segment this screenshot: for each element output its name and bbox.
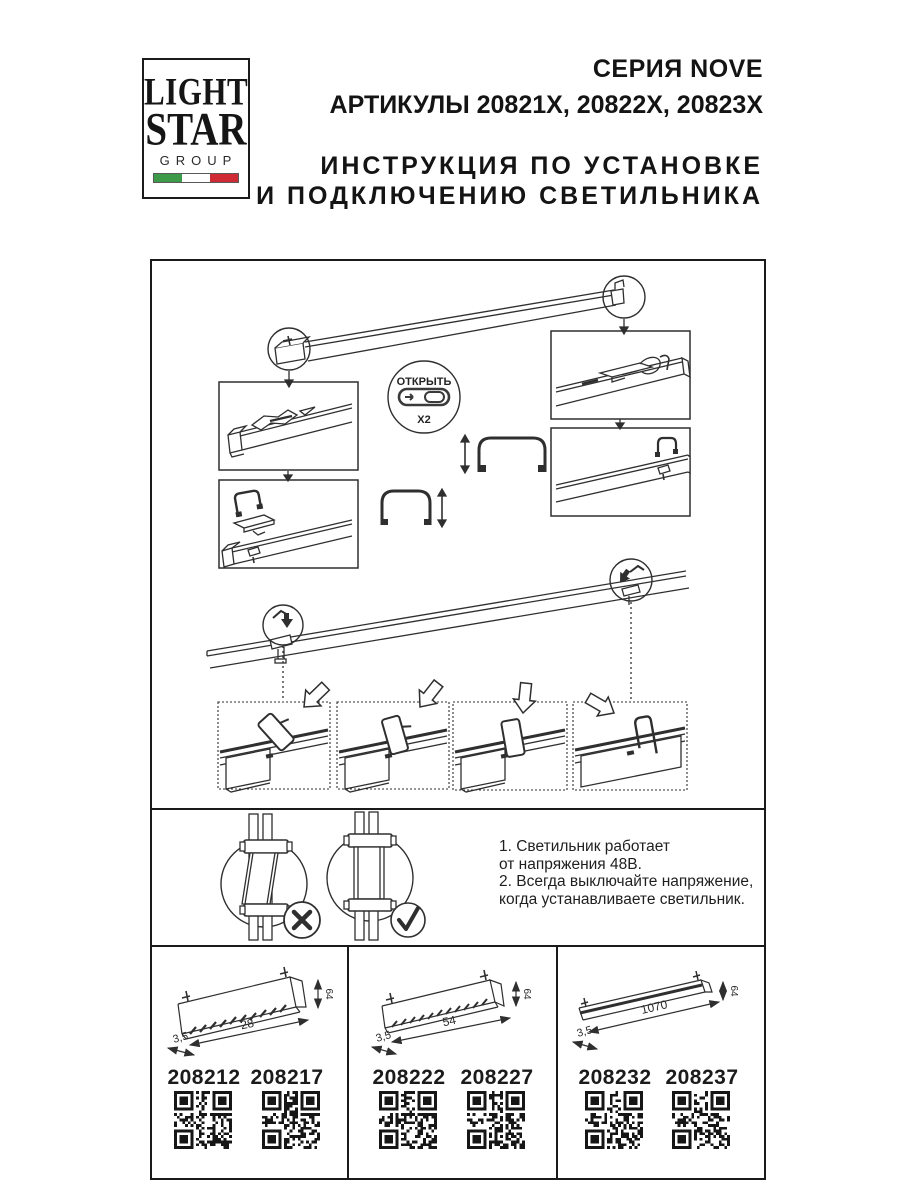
step-box-2 <box>337 677 449 792</box>
correct-connection-figure <box>327 812 425 940</box>
product-drawing-1070 <box>567 958 759 1064</box>
qr-code <box>379 1090 437 1150</box>
open-count: X2 <box>417 414 431 426</box>
safety-notes <box>499 838 779 908</box>
article-number: 208217 <box>250 1066 324 1089</box>
qr-code <box>174 1090 232 1150</box>
wrong-connection-figure <box>221 814 320 940</box>
qr-code <box>262 1090 320 1150</box>
svg-text:64: 64 <box>521 988 532 1000</box>
header <box>256 55 763 211</box>
instruction-title: ИНСТРУКЦИЯ ПО УСТАНОВКЕ И ПОДКЛЮЧЕНИЮ СВЕТИЛЬНИКА <box>256 152 763 210</box>
article-number: 208227 <box>460 1066 534 1089</box>
divider-horizontal-2 <box>152 945 764 947</box>
italy-flag-icon <box>153 173 239 183</box>
article-number: 208237 <box>665 1066 739 1089</box>
track-rail-bottom <box>207 571 689 668</box>
lightstar-logo <box>142 58 250 199</box>
qr-code <box>467 1090 525 1150</box>
detail-box-right-bottom <box>551 428 690 516</box>
dim-height <box>723 982 739 1000</box>
installation-diagram <box>152 261 764 808</box>
flag-white <box>182 174 210 182</box>
dim-height <box>318 980 334 1008</box>
note-line-4: когда устанавливаете светильник. <box>499 890 745 908</box>
logo-word-light: LIGHT <box>144 69 249 114</box>
article-number: 208222 <box>372 1066 446 1089</box>
series-title: СЕРИЯ NOVE <box>592 55 763 83</box>
qr-code <box>672 1090 730 1150</box>
svg-text:64: 64 <box>728 985 739 997</box>
divider-vertical-1 <box>347 947 349 1178</box>
open-label: ОТКРЫТЬ <box>396 376 452 388</box>
detail-box-left-bottom <box>219 480 358 568</box>
svg-text:3,5: 3,5 <box>171 1030 190 1046</box>
qr-code <box>585 1090 643 1150</box>
dim-length <box>190 1016 308 1045</box>
step-box-1 <box>218 678 333 792</box>
open-badge <box>388 361 460 433</box>
check-icon <box>391 903 425 937</box>
step-box-4 <box>573 688 687 790</box>
logo-word-group: GROUP <box>159 153 238 168</box>
svg-text:3,5: 3,5 <box>575 1024 594 1040</box>
note-line-1: 1. Светильник работает <box>499 838 670 855</box>
note-line-2: от напряжения 48В. <box>499 855 642 873</box>
dim-depth <box>573 1024 597 1049</box>
content-frame <box>150 259 766 1180</box>
product-drawing-28 <box>160 958 345 1064</box>
flag-green <box>154 174 182 182</box>
detail-box-right-top <box>551 331 690 419</box>
dim-height <box>516 982 532 1006</box>
article-number: 208212 <box>167 1066 241 1089</box>
articles-line: АРТИКУЛЫ 20821X, 20822X, 20823X <box>329 91 763 119</box>
logo-word-star: STAR <box>145 103 247 156</box>
clip-icon-lower <box>381 489 446 527</box>
clip-glyph-lower-left <box>273 611 293 628</box>
svg-text:64: 64 <box>323 988 334 1000</box>
clip-icon-upper <box>461 435 546 473</box>
x-icon <box>284 902 320 938</box>
svg-text:3,5: 3,5 <box>374 1029 393 1045</box>
step-box-3 <box>453 682 567 792</box>
svg-text:54: 54 <box>441 1012 458 1030</box>
product-drawing-54 <box>364 958 549 1064</box>
article-number: 208232 <box>578 1066 652 1089</box>
detail-box-left-top <box>219 382 358 470</box>
note-line-3: 2. Всегда выключайте напряжение, <box>499 873 754 890</box>
flag-red <box>210 174 238 182</box>
divider-vertical-2 <box>556 947 558 1178</box>
svg-text:1070: 1070 <box>639 997 669 1017</box>
track-rail-top <box>275 280 624 364</box>
arrow-down-left <box>285 371 293 387</box>
svg-text:28: 28 <box>239 1015 256 1033</box>
